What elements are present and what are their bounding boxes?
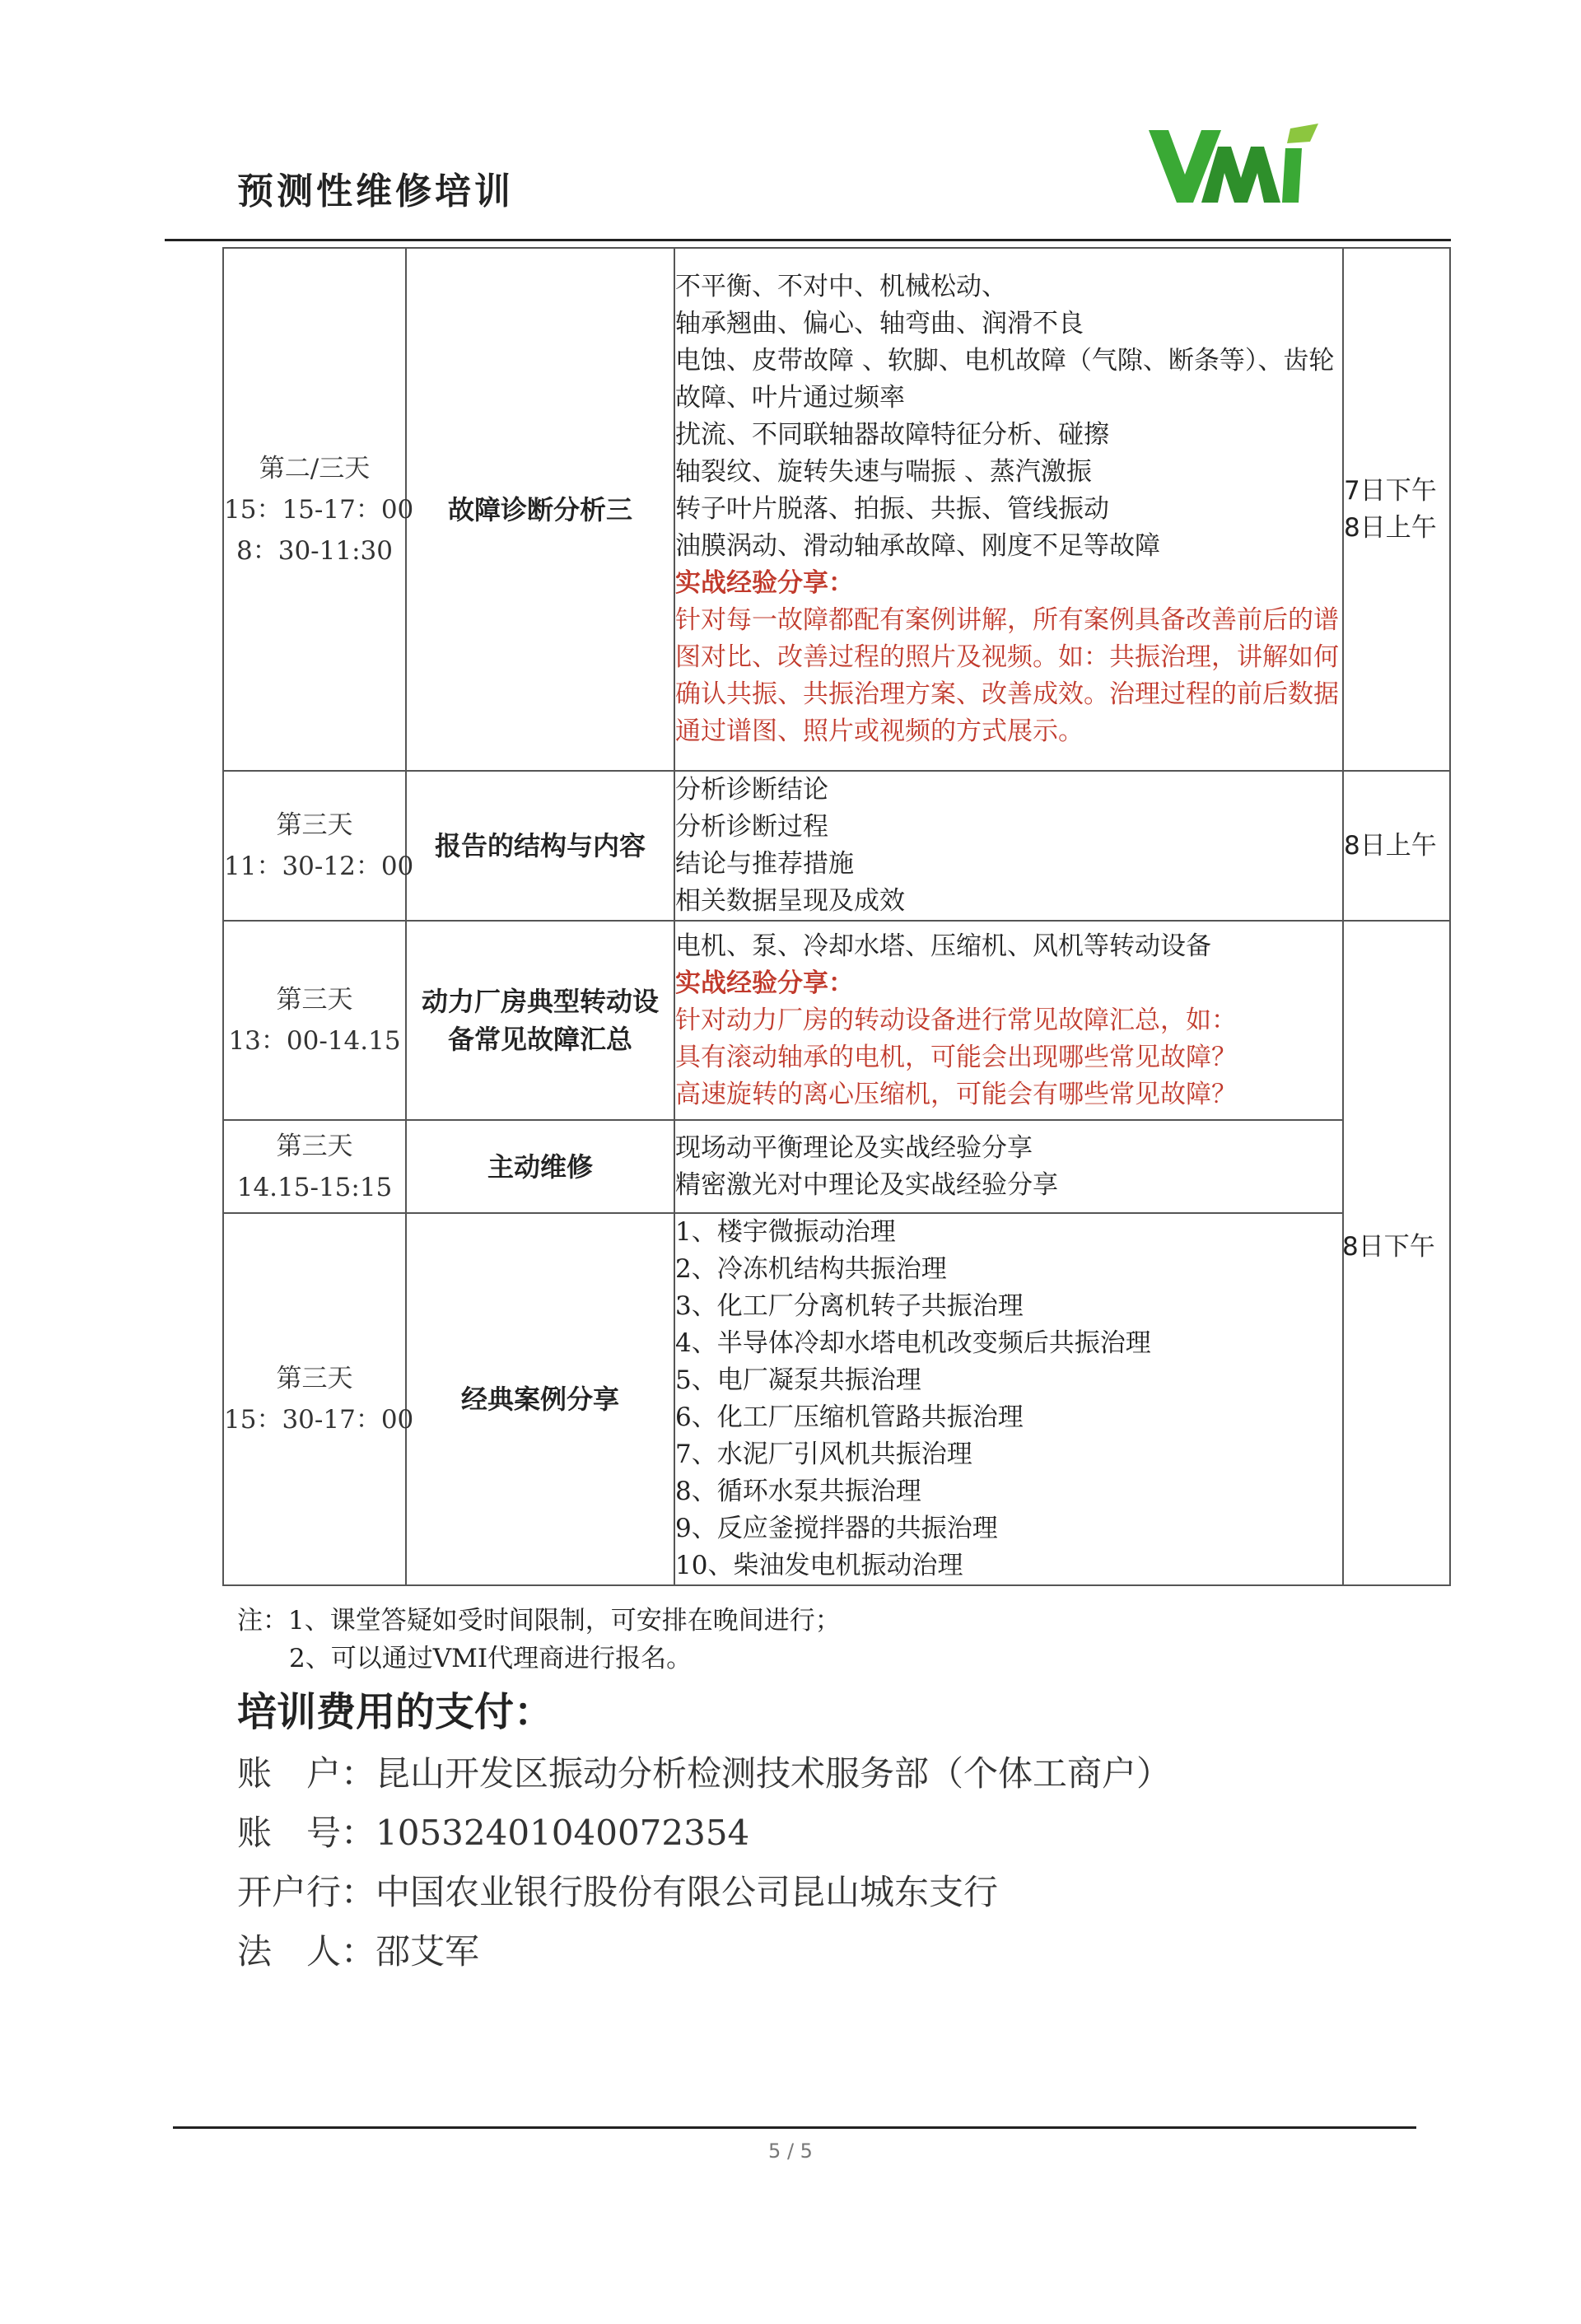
page-number: 5 / 5 xyxy=(768,2140,813,2163)
page-header-title: 预测性维修培训 xyxy=(237,170,514,212)
note-line: 注：1、课堂答疑如受时间限制，可安排在晚间进行； xyxy=(237,1606,841,1636)
vmi-logo xyxy=(1149,124,1326,206)
highlight-title: 实战经验分享： xyxy=(675,568,854,598)
time-cell: 第二/三天 15：15-17：00 8：30-11:30 xyxy=(223,248,406,771)
table-row xyxy=(223,248,1450,771)
payment-account-number: 账 号：10532401040072354 xyxy=(237,1813,750,1853)
header-divider xyxy=(165,239,1451,241)
footer-divider xyxy=(173,2126,1416,2129)
payment-account-name: 账 户：昆山开发区振动分析检测技术服务部（个体工商户） xyxy=(237,1753,1172,1794)
payment-details xyxy=(237,1744,1171,1981)
topic-cell: 报告的结构与内容 xyxy=(406,771,674,921)
topic-cell: 主动维修 xyxy=(406,1120,674,1213)
note-line: 2、可以通过VMI代理商进行报名。 xyxy=(289,1644,693,1673)
time-cell: 第三天 11：30-12：00 xyxy=(223,771,406,921)
table-row xyxy=(223,1213,1450,1585)
time-cell: 第三天 14.15-15:15 xyxy=(223,1120,406,1213)
content-cell: 现场动平衡理论及实战经验分享 精密激光对中理论及实战经验分享 xyxy=(674,1120,1343,1213)
content-cell: 分析诊断结论 分析诊断过程 结论与推荐措施 相关数据呈现及成效 xyxy=(674,771,1343,921)
topic-cell: 动力厂房典型转动设 备常见故障汇总 xyxy=(406,921,674,1120)
time-cell: 第三天 13：00-14.15 xyxy=(223,921,406,1120)
session-cell: 8日上午 xyxy=(1343,771,1450,921)
topic-cell: 经典案例分享 xyxy=(406,1213,674,1585)
table-row xyxy=(223,1120,1450,1213)
table-row xyxy=(223,921,1450,1120)
payment-title: 培训费用的支付： xyxy=(237,1689,554,1735)
notes xyxy=(237,1602,841,1678)
time-cell: 第三天 15：30-17：00 xyxy=(223,1213,406,1585)
topic-cell: 故障诊断分析三 xyxy=(406,248,674,771)
highlight-title: 实战经验分享： xyxy=(675,968,854,998)
session-label-8pm: 8日下午 xyxy=(1342,1232,1435,1262)
highlight-text: 针对每一故障都配有案例讲解，所有案例具备改善前后的谱图对比、改善过程的照片及视频。如：共振治理，讲解如何确认共振、共振治理方案、改善成效。治理过程的前后数据通过谱图、照片或视频的方式展示。 xyxy=(675,605,1339,746)
content-cell: 1、楼宇微振动治理 2、冷冻机结构共振治理 3、化工厂分离机转子共振治理 4、半导体冷却水塔电机改变频后共振治理 5、电厂凝泵共振治理 6、化工厂压缩机管路共振治理 7、水泥厂引风机共振治理 8、循环水泵共振治理 9、反应釜搅拌器的共振治理 10、柴油发电机振动治理 xyxy=(674,1213,1343,1585)
content-cell: 电机、泵、冷却水塔、压缩机、风机等转动设备 实战经验分享： 针对动力厂房的转动设备进行常见故障汇总，如： 具有滚动轴承的电机，可能会出现哪些常见故障？ 高速旋转的离心压缩机，可能会有哪些常见故障？ xyxy=(674,921,1343,1120)
session-cell: 7日下午 8日上午 xyxy=(1343,248,1450,771)
content-cell: 不平衡、不对中、机械松动、 轴承翘曲、偏心、轴弯曲、润滑不良 电蚀、皮带故障 、软脚、电机故障（气隙、断条等）、齿轮故障、叶片通过频率 扰流、不同联轴器故障特征分析、碰擦 轴裂纹、旋转失速与喘振 、蒸汽激振 转子叶片脱落、拍振、共振、管线振动 油膜涡动、滑动轴承故障、刚度不足等故障 实战经验分享： 针对每一故障都配有案例讲解，所有案例具备改善前后的谱图对比、改善过程的照片及视频。如：共振治理，讲解如何确认共振、共振治理方案、改善成效。治理过程的前后数据通过谱图、照片或视频的方式展示。 xyxy=(674,248,1343,771)
schedule-table xyxy=(222,247,1451,1586)
payment-bank: 开户行：中国农业银行股份有限公司昆山城东支行 xyxy=(237,1872,999,1912)
payment-legal-person: 法 人：邵艾军 xyxy=(237,1931,480,1972)
table-row xyxy=(223,771,1450,921)
